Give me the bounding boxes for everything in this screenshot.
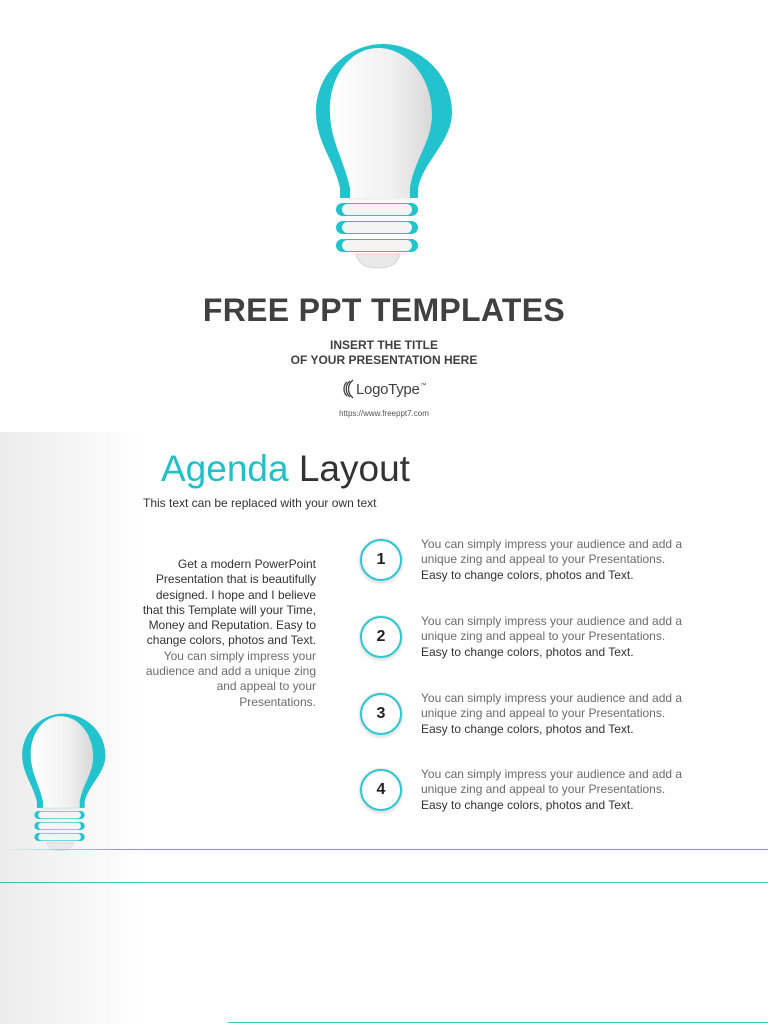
item-body: You can simply impress your audience and add a unique zing and appeal to your Presentations. [421, 691, 683, 721]
item-body: You can simply impress your audience and add a unique zing and appeal to your Presentations. [421, 614, 683, 644]
agenda-item-1 [360, 539, 760, 589]
logo [340, 378, 427, 400]
agenda-slide [0, 432, 768, 1024]
item-emphasis: Easy to change colors, photos and Text. [421, 721, 634, 736]
lightbulb-icon [16, 710, 108, 852]
subtitle-line-2: OF YOUR PRESENTATION HERE [290, 353, 478, 367]
subtitle-line-1: INSERT THE TITLE [330, 338, 438, 352]
item-emphasis: Easy to change colors, photos and Text. [421, 644, 634, 659]
logo-text-logo: Logo [356, 380, 389, 398]
intro-text: Get a modern PowerPoint Presentation that is beautifully designed. I hope and I believe that this Template will your Time, Money and Reputation. Easy to change colors, photos and Text. [142, 557, 316, 648]
agenda-title-rest: Layout [288, 448, 410, 489]
agenda-subtitle: This text can be replaced with your own text [143, 496, 377, 510]
divider-line-1 [0, 849, 768, 850]
number-badge: 3 [360, 693, 402, 735]
agenda-item-3 [360, 693, 760, 743]
number-badge: 4 [360, 769, 402, 811]
presentation-subtitle [0, 338, 768, 368]
main-title: FREE PPT TEMPLATES [202, 292, 566, 328]
title-slide [0, 0, 768, 432]
number-badge: 1 [360, 539, 402, 581]
divider-line-2 [0, 882, 768, 883]
intro-text-grey: You can simply impress your audience and add a unique zing and appeal to your Presentations. [145, 648, 316, 709]
agenda-item-text [421, 767, 711, 813]
agenda-title [161, 448, 410, 490]
item-emphasis: Easy to change colors, photos and Text. [421, 567, 634, 582]
agenda-item-2 [360, 616, 760, 666]
item-emphasis: Easy to change colors, photos and Text. [421, 797, 634, 812]
website-url[interactable]: https://www.freeppt7.com [339, 409, 429, 418]
divider-line-3 [228, 1022, 768, 1023]
number-badge: 2 [360, 616, 402, 658]
agenda-item-text [421, 691, 711, 737]
agenda-item-4 [360, 769, 760, 819]
logo-text-type: Type [388, 380, 420, 398]
agenda-title-accent: Agenda [161, 448, 289, 489]
item-body: You can simply impress your audience and add a unique zing and appeal to your Presentations. [421, 767, 683, 797]
agenda-item-text [421, 614, 711, 660]
logo-waves-icon [340, 379, 356, 399]
lightbulb-icon [306, 38, 456, 270]
agenda-item-text [421, 537, 711, 583]
intro-paragraph [140, 557, 316, 710]
logo-trademark: ™ [420, 383, 427, 389]
item-body: You can simply impress your audience and add a unique zing and appeal to your Presentations. [421, 537, 683, 567]
